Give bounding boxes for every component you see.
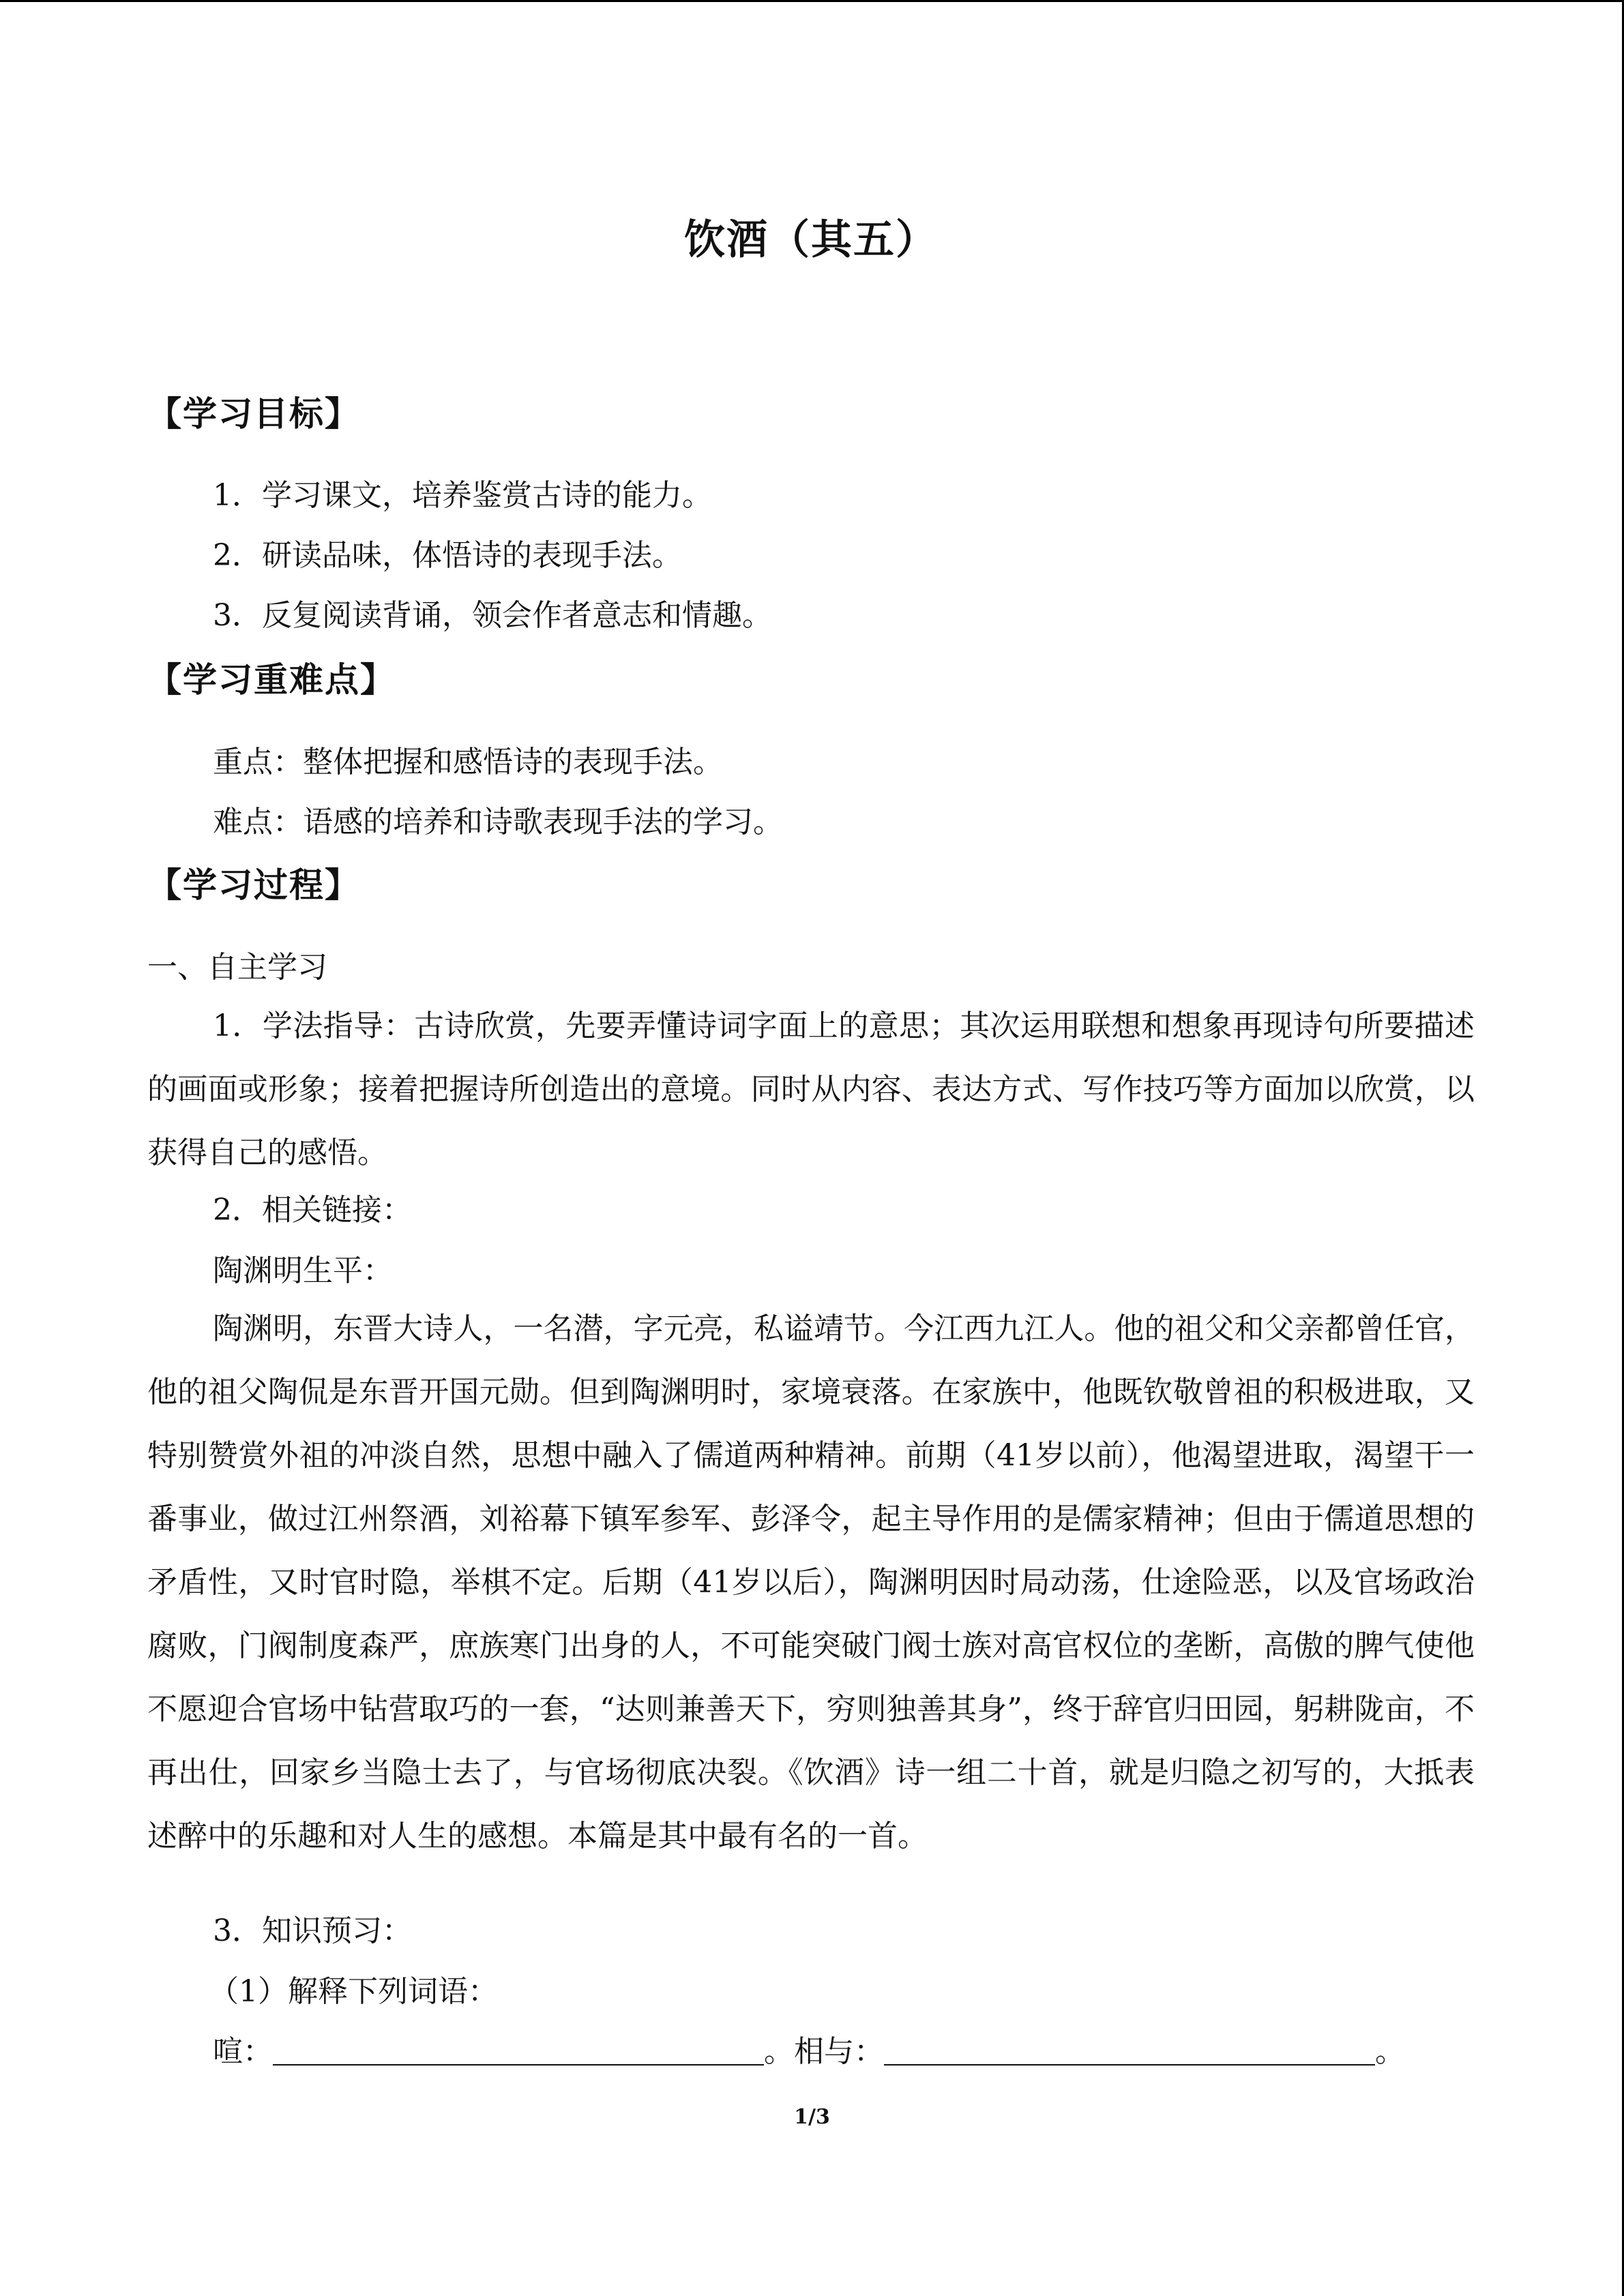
page-title: 饮酒（其五） (684, 216, 938, 264)
objective-item-1: 1．学习课文，培养鉴赏古诗的能力。 (213, 478, 712, 513)
key-points-heading: 【学习重难点】 (147, 659, 396, 700)
objective-item-2: 2．研读品味，体悟诗的表现手法。 (213, 538, 682, 573)
process-heading: 【学习过程】 (147, 865, 360, 905)
key-point-item-1: 重点：整体把握和感悟诗的表现手法。 (213, 745, 723, 779)
objectives-heading: 【学习目标】 (147, 393, 360, 434)
objective-item-3: 3．反复阅读背诵，领会作者意志和情趣。 (213, 598, 772, 633)
answer-blank-1[interactable] (273, 2034, 764, 2066)
vocab-word-1: 喧： (213, 2034, 273, 2069)
part1-title: 一、自主学习 (147, 950, 327, 985)
key-point-item-2: 难点：语感的培养和诗歌表现手法的学习。 (213, 805, 783, 839)
method-guide-paragraph: 1．学法指导：古诗欣赏，先要弄懂诗词字面上的意思；其次运用联想和想象再现诗句所要描述的画面或形象；接着把握诗所创造出的意境。同时从内容、表达方式、写作技巧等方面加以欣赏，以获得自己的感悟。 (147, 1009, 1475, 1170)
vocab-label: （1）解释下列词语： (209, 1974, 498, 2009)
links-label: 2．相关链接： (213, 1193, 412, 1227)
answer-blank-2[interactable] (884, 2034, 1375, 2066)
vocab-word-2: 。相与： (764, 2034, 884, 2069)
preview-label: 3．知识预习： (213, 1913, 412, 1948)
bio-label: 陶渊明生平： (213, 1253, 393, 1288)
page-border-top (0, 0, 1624, 2)
page-number: 1/3 (794, 2105, 830, 2129)
vocab-fill-line (147, 2031, 1540, 2072)
bio-paragraph: 陶渊明，东晋大诗人，一名潜，字元亮，私谥靖节。今江西九江人。他的祖父和父亲都曾任官，他的祖父陶侃是东晋开国元勋。但到陶渊明时，家境衰落。在家族中，他既钦敬曾祖的积极进取，又特别赞赏外祖的冲淡自然，思想中融入了儒道两种精神。前期（41岁以前），他渴望进取，渴望干一番事业，做过江州祭酒，刘裕幕下镇军参军、彭泽令，起主导作用的是儒家精神；但由于儒道思想的矛盾性，又时官时隐，举棋不定。后期（41岁以后），陶渊明因时局动荡，仕途险恶，以及官场政治腐败，门阀制度森严，庶族寒门出身的人，不可能突破门阀士族对高官权位的垄断，高傲的脾气使他不愿迎合官场中钻营取巧的一套，“达则兼善天下，穷则独善其身”，终于辞官归田园，躬耕陇亩，不再出仕，回家乡当隐士去了，与官场彻底决裂。《饮酒》诗一组二十首，就是归隐之初写的，大抵表述醉中的乐趣和对人生的感想。本篇是其中最有名的一首。 (147, 1311, 1475, 1853)
vocab-line-end: 。 (1375, 2034, 1405, 2069)
